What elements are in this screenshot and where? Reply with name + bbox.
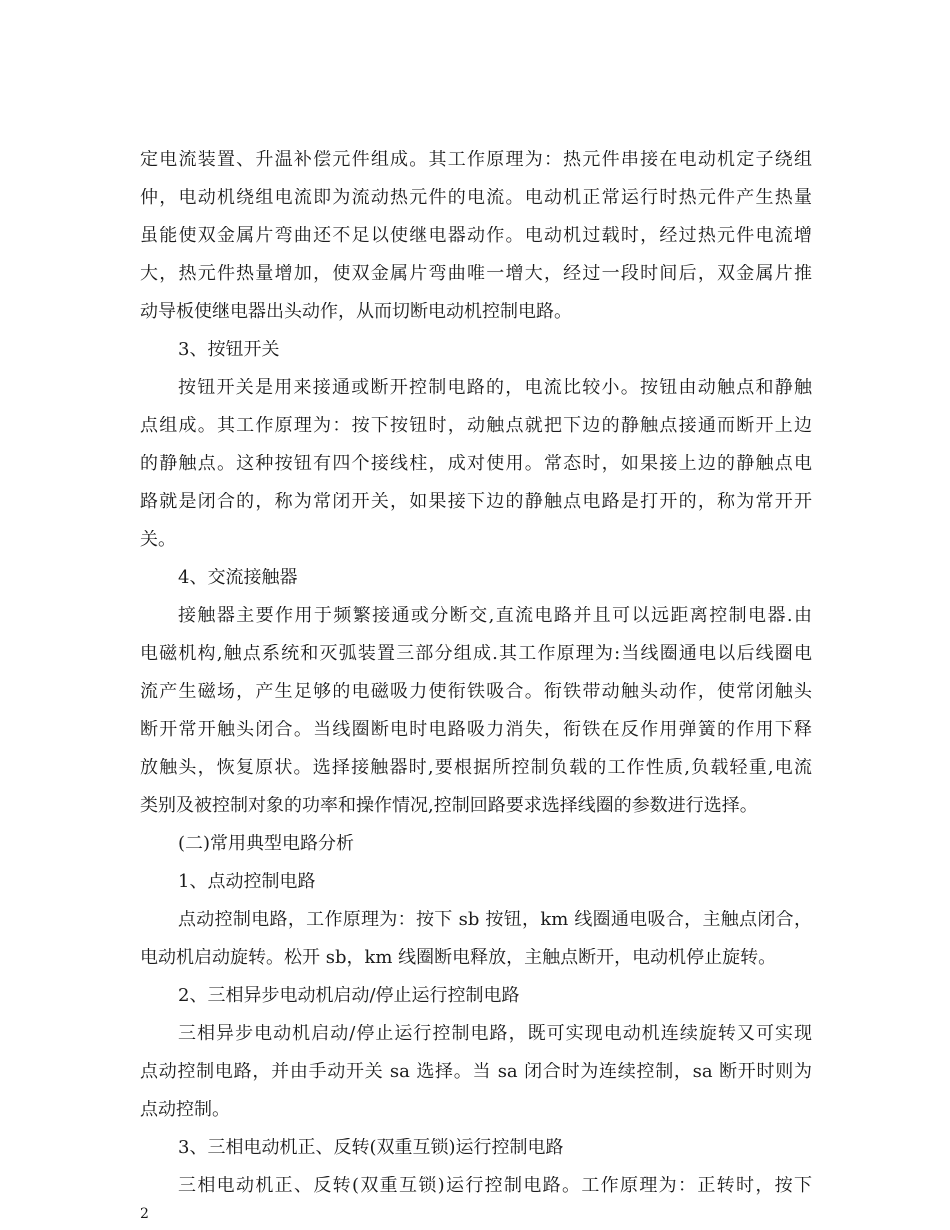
page-number: 2 [140,1206,149,1222]
text-line-28: 三相电动机正、反转(双重互锁)运行控制电路。工作原理为：正转时，按下 [178,1176,812,1196]
text-line-24: 三相异步电动机启动/停止运行控制电路，既可实现电动机连续旋转又可实现 [178,1024,812,1044]
text-line-4: 大，热元件热量增加，使双金属片弯曲唯一增大，经过一段时间后，双金属片推 [140,264,812,284]
text-line-18: 类别及被控制对象的功率和操作情况,控制回路要求选择线圈的参数进行选择。 [140,796,758,816]
heading-forward-reverse-control: 3、三相电动机正、反转(双重互锁)运行控制电路 [178,1138,564,1158]
text-line-14: 电磁机构,触点系统和灭弧装置三部分组成.其工作原理为:当线圈通电以后线圈电 [140,644,812,664]
text-line-26: 点动控制。 [140,1100,230,1120]
heading-button-switch: 3、按钮开关 [178,340,280,360]
text-line-9: 的静触点。这种按钮有四个接线柱，成对使用。常态时，如果接上边的静触点电 [140,454,812,474]
text-line-10: 路就是闭合的，称为常闭开关，如果接下边的静触点电路是打开的，称为常开开 [140,492,812,512]
text-line-3: 虽能使双金属片弯曲还不足以使继电器动作。电动机过载时，经过热元件电流增 [140,226,812,246]
text-line-1: 定电流装置、升温补偿元件组成。其工作原理为：热元件串接在电动机定子绕组 [140,150,812,170]
text-line-5: 动导板使继电器出头动作，从而切断电动机控制电路。 [140,302,572,322]
text-line-11: 关。 [140,530,176,550]
text-line-15: 流产生磁场，产生足够的电磁吸力使衔铁吸合。衔铁带动触头动作，使常闭触头 [140,682,812,702]
heading-start-stop-control: 2、三相异步电动机启动/停止运行控制电路 [178,986,520,1006]
text-line-13: 接触器主要作用于频繁接通或分断交,直流电路并且可以远距离控制电器.由 [178,606,812,626]
text-line-21: 点动控制电路，工作原理为：按下 sb 按钮，km 线圈通电吸合，主触点闭合， [178,910,812,930]
text-line-22: 电动机启动旋转。松开 sb，km 线圈断电释放，主触点断开，电动机停止旋转。 [140,948,777,968]
text-line-25: 点动控制电路，并由手动开关 sa 选择。当 sa 闭合时为连续控制，sa 断开时则为 [140,1062,812,1082]
text-line-16: 断开常开触头闭合。当线圈断电时电路吸力消失，衔铁在反作用弹簧的作用下释 [140,720,812,740]
heading-typical-circuits: (二)常用典型电路分析 [178,834,355,854]
text-line-17: 放触头，恢复原状。选择接触器时,要根据所控制负载的工作性质,负载轻重,电流 [140,758,812,778]
heading-ac-contactor: 4、交流接触器 [178,568,298,588]
heading-jog-control: 1、点动控制电路 [178,872,316,892]
text-line-2: 仲，电动机绕组电流即为流动热元件的电流。电动机正常运行时热元件产生热量 [140,188,812,208]
text-line-8: 点组成。其工作原理为：按下按钮时，动触点就把下边的静触点接通而断开上边 [140,416,812,436]
text-line-7: 按钮开关是用来接通或断开控制电路的，电流比较小。按钮由动触点和静触 [178,378,812,398]
